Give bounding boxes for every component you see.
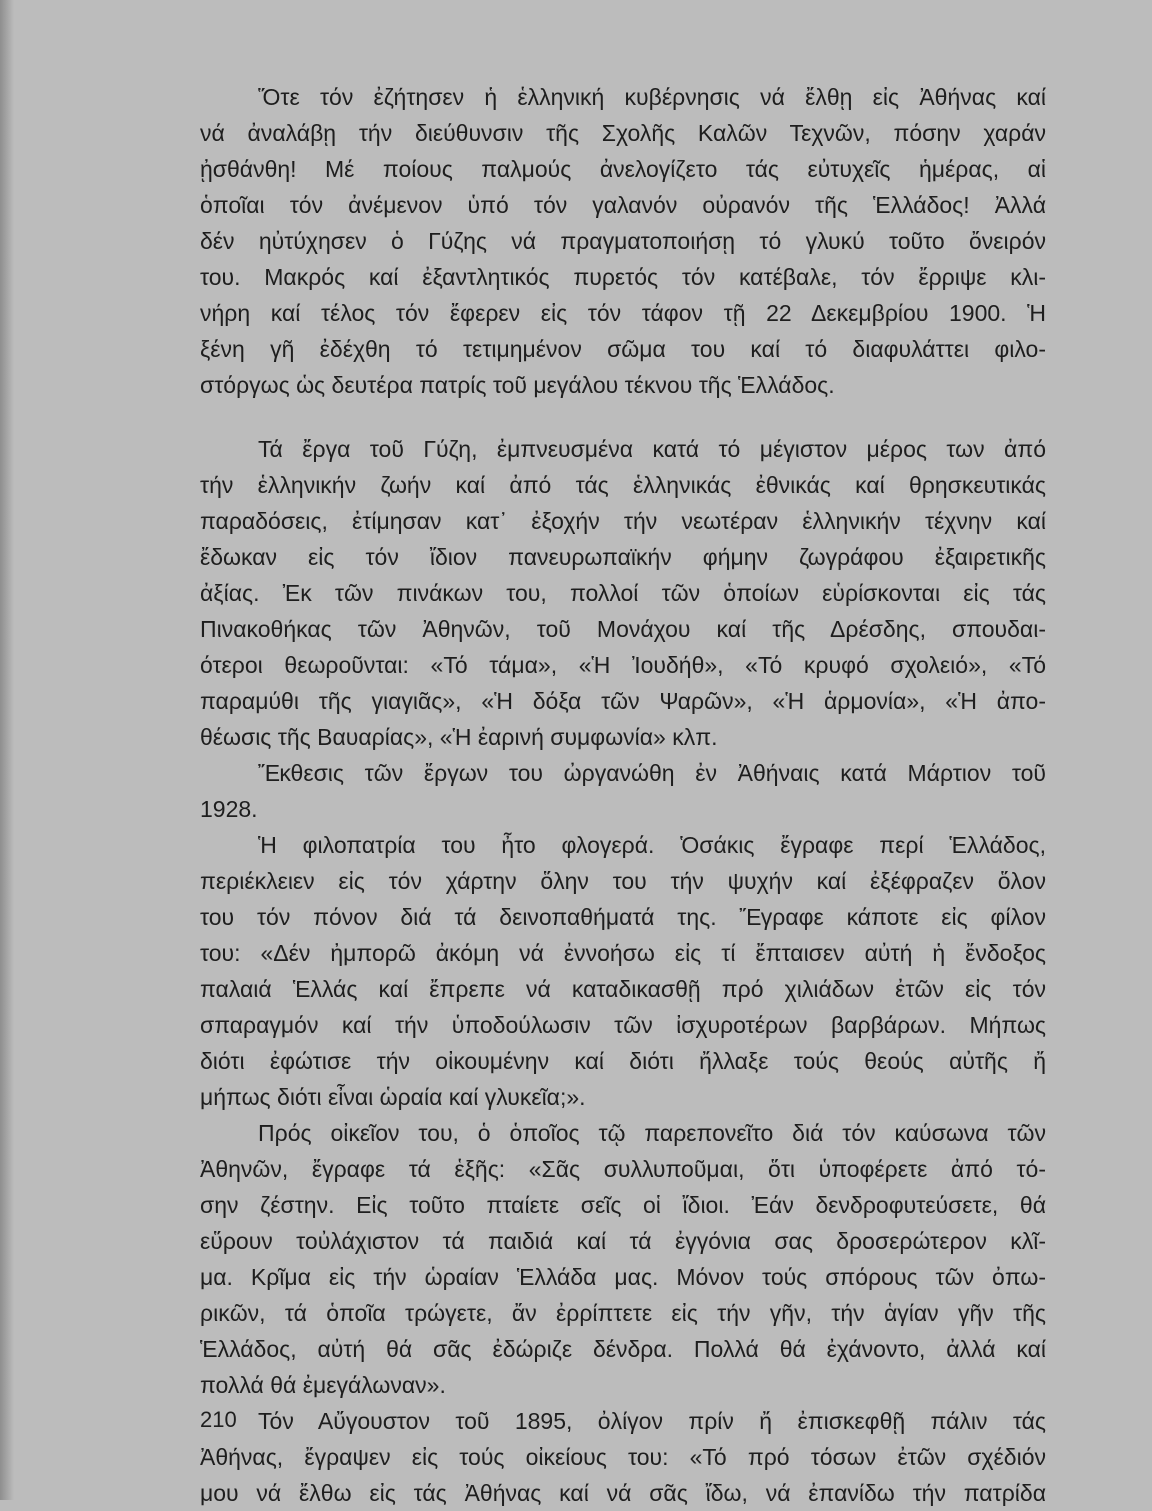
text-line: Ὅτε τόν ἐζήτησεν ἡ ἑλληνική κυβέρνησις νά ἔλθῃ εἰς Ἀθήνας καί: [258, 84, 1046, 110]
body-text: [200, 79, 1046, 1511]
text-line: παραμύθι τῆς γιαγιᾶς», «Ἡ δόξα τῶν Ψαρῶν», «Ἡ ἁρμονία», «Ἡ ἀπο-: [200, 688, 1046, 714]
text-line: τήν ἑλληνικήν ζωήν καί ἀπό τάς ἑλληνικάς ἐθνικάς καί θρησκευτικάς: [200, 472, 1046, 498]
paragraph: [200, 827, 1046, 1115]
text-line: του. Μακρός καί ἐξαντλητικός πυρετός τόν κατέβαλε, τόν ἔρριψε κλι-: [200, 264, 1046, 290]
paragraph: [200, 79, 1046, 403]
text-line: στόργως ὡς δευτέρα πατρίς τοῦ μεγάλου τέκνου τῆς Ἑλλάδος.: [200, 372, 835, 398]
text-line: ἀξίας. Ἐκ τῶν πινάκων του, πολλοί τῶν ὁποίων εὑρίσκονται εἰς τάς: [200, 580, 1046, 606]
text-line: πολλά θά ἐμεγάλωναν».: [200, 1372, 446, 1398]
page-number: 210: [200, 1407, 237, 1432]
text-line: νά ἀναλάβῃ τήν διεύθυνσιν τῆς Σχολῆς Καλῶν Τεχνῶν, πόσην χαράν: [200, 120, 1046, 146]
text-line: 1928.: [200, 796, 258, 822]
text-line: διότι ἐφώτισε τήν οἰκουμένην καί διότι ἤλλαξε τούς θεούς αὐτῆς ἤ: [200, 1048, 1046, 1074]
text-line: περιέκλειεν εἰς τόν χάρτην ὅλην του τήν ψυχήν καί ἐξέφραζεν ὅλον: [200, 868, 1046, 894]
text-line: ὁποῖαι τόν ἀνέμενον ὑπό τόν γαλανόν οὐρανόν τῆς Ἑλλάδος! Ἀλλά: [200, 192, 1046, 218]
text-line: μήπως διότι εἶναι ὡραία καί γλυκεῖα;».: [200, 1084, 586, 1110]
text-line: μα. Κρῖμα εἰς τήν ὡραίαν Ἑλλάδα μας. Μόνον τούς σπόρους τῶν ὀπω-: [200, 1264, 1046, 1290]
text-line: Τά ἔργα τοῦ Γύζη, ἐμπνευσμένα κατά τό μέγιστον μέρος των ἀπό: [258, 436, 1046, 462]
text-line: Ἀθήνας, ἔγραψεν εἰς τούς οἰκείους του: «Τό πρό τόσων ἐτῶν σχέδιόν: [200, 1444, 1046, 1470]
text-line: Τόν Αὔγουστον τοῦ 1895, ὀλίγον πρίν ἤ ἐπισκεφθῇ πάλιν τάς: [258, 1408, 1046, 1434]
text-line: θέωσις τῆς Βαυαρίας», «Ἡ ἐαρινή συμφωνία» κλπ.: [200, 724, 718, 750]
page-edge-shadow: [0, 0, 14, 1500]
text-line: εὕρουν τοὐλάχιστον τά παιδιά καί τά ἐγγόνια σας δροσερώτερον κλῖ-: [200, 1228, 1046, 1254]
text-line: Πινακοθήκας τῶν Ἀθηνῶν, τοῦ Μονάχου καί τῆς Δρέσδης, σπουδαι-: [200, 616, 1046, 642]
text-line: ᾐσθάνθη! Μέ ποίους παλμούς ἀνελογίζετο τάς εὐτυχεῖς ἡμέρας, αἱ: [200, 156, 1046, 182]
text-line: Πρός οἰκεῖον του, ὁ ὁποῖος τῷ παρεπονεῖτο διά τόν καύσωνα τῶν: [258, 1120, 1046, 1146]
text-line: Ἡ φιλοπατρία του ἦτο φλογερά. Ὁσάκις ἔγραφε περί Ἑλλάδος,: [258, 832, 1046, 858]
text-line: σπαραγμόν καί τήν ὑποδούλωσιν τῶν ἰσχυροτέρων βαρβάρων. Μήπως: [200, 1012, 1046, 1038]
text-line: παλαιά Ἑλλάς καί ἔπρεπε νά καταδικασθῇ πρό χιλιάδων ἐτῶν εἰς τόν: [200, 976, 1046, 1002]
text-line: ρικῶν, τά ὁποῖα τρώγετε, ἄν ἐρρίπτετε εἰς τήν γῆν, τήν ἁγίαν γῆν τῆς: [200, 1300, 1046, 1326]
text-line: ότεροι θεωροῦνται: «Τό τάμα», «Ἡ Ἰουδήθ», «Τό κρυφό σχολειό», «Τό: [200, 652, 1046, 678]
text-line: νήρη καί τέλος τόν ἔφερεν εἰς τόν τάφον τῇ 22 Δεκεμβρίου 1900. Ἡ: [200, 300, 1046, 326]
text-line: του τόν πόνον διά τά δεινοπαθήματά της. Ἔγραφε κάποτε εἰς φίλον: [200, 904, 1046, 930]
paragraph: [200, 1115, 1046, 1403]
paragraph: [200, 755, 1046, 827]
text-line: ἔδωκαν εἰς τόν ἴδιον πανευρωπαϊκήν φήμην ζωγράφου ἐξαιρετικῆς: [200, 544, 1046, 570]
text-line: μου νά ἔλθω εἰς τάς Ἀθήνας καί νά σᾶς ἴδω, νά ἐπανίδω τήν πατρίδα: [200, 1480, 1046, 1506]
text-line: Ἔκθεσις τῶν ἔργων του ὠργανώθη ἐν Ἀθήναις κατά Μάρτιον τοῦ: [258, 760, 1046, 786]
text-line: του: «Δέν ἠμπορῶ ἀκόμη νά ἐννοήσω εἰς τί ἔπταισεν αὐτή ἡ ἔνδοξος: [200, 940, 1046, 966]
text-line: σην ζέστην. Εἰς τοῦτο πταίετε σεῖς οἱ ἴδιοι. Ἐάν δενδροφυτεύσετε, θά: [200, 1192, 1046, 1218]
paragraph: [200, 1403, 1046, 1511]
text-line: παραδόσεις, ἐτίμησαν κατ᾽ ἐξοχήν τήν νεωτέραν ἑλληνικήν τέχνην καί: [200, 508, 1046, 534]
paragraph: [200, 431, 1046, 755]
text-line: Ἀθηνῶν, ἔγραφε τά ἑξῆς: «Σᾶς συλλυποῦμαι, ὅτι ὑποφέρετε ἀπό τό-: [200, 1156, 1046, 1182]
text-line: Ἑλλάδος, αὐτή θά σᾶς ἐδώριζε δένδρα. Πολλά θά ἐχάνοντο, ἀλλά καί: [200, 1336, 1046, 1362]
text-line: δέν ηὐτύχησεν ὁ Γύζης νά πραγματοποιήσῃ τό γλυκύ τοῦτο ὄνειρόν: [200, 228, 1046, 254]
text-line: ξένη γῆ ἐδέχθη τό τετιμημένον σῶμα του καί τό διαφυλάττει φιλο-: [200, 336, 1046, 362]
